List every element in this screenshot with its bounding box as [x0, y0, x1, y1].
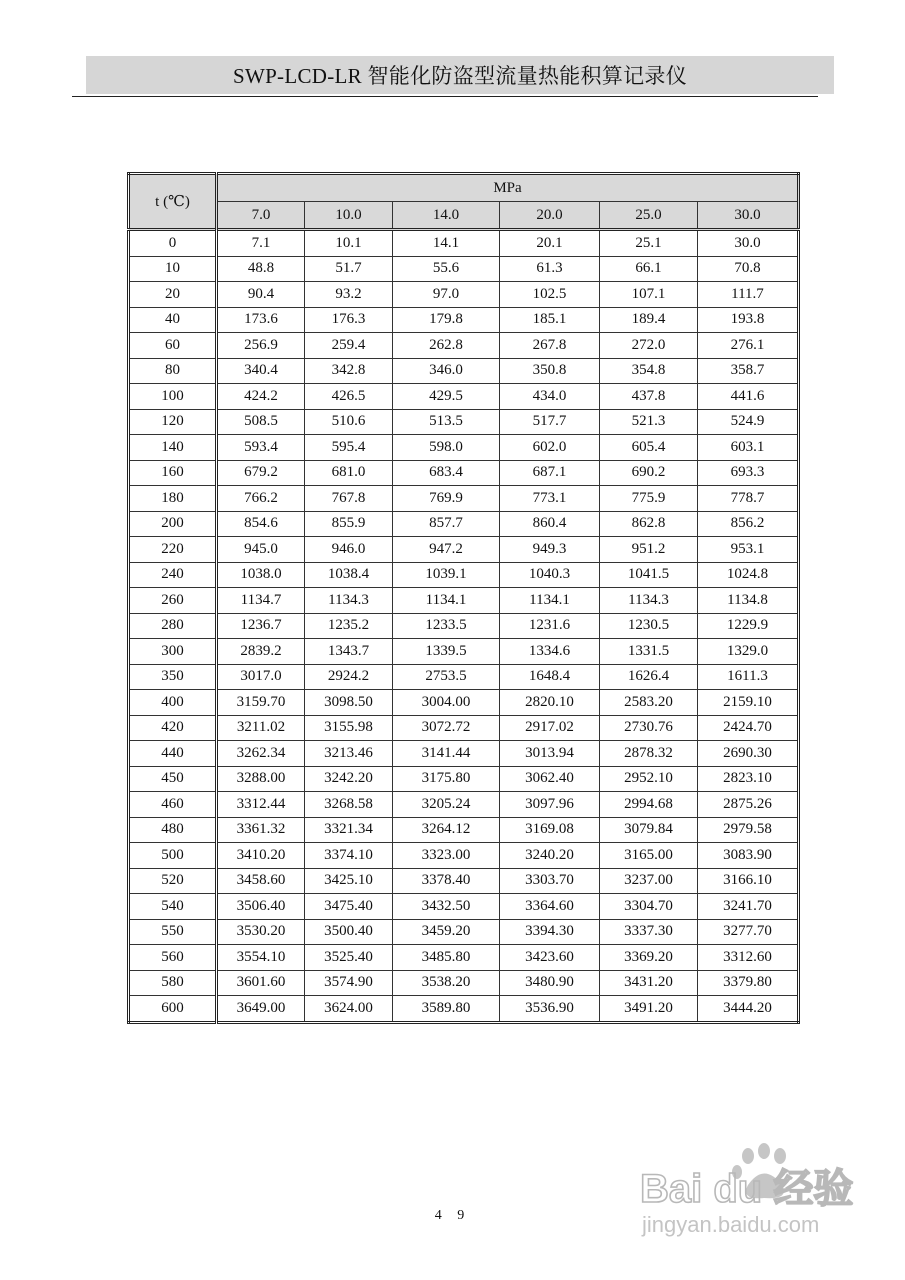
temperature-cell: 140	[129, 435, 217, 461]
temperature-cell: 560	[129, 945, 217, 971]
enthalpy-cell: 1343.7	[305, 639, 393, 665]
enthalpy-cell: 350.8	[500, 358, 600, 384]
enthalpy-cell: 3574.90	[305, 970, 393, 996]
watermark-brand: Bai du 经验	[640, 1167, 854, 1211]
temperature-cell: 220	[129, 537, 217, 563]
table-row	[129, 588, 799, 614]
temperature-cell: 540	[129, 894, 217, 920]
enthalpy-cell: 1331.5	[600, 639, 698, 665]
enthalpy-cell: 3237.00	[600, 868, 698, 894]
enthalpy-cell: 340.4	[217, 358, 305, 384]
enthalpy-cell: 25.1	[600, 230, 698, 257]
table-row	[129, 868, 799, 894]
enthalpy-cell: 189.4	[600, 307, 698, 333]
enthalpy-cell: 3369.20	[600, 945, 698, 971]
table-row	[129, 486, 799, 512]
enthalpy-cell: 346.0	[393, 358, 500, 384]
enthalpy-cell: 272.0	[600, 333, 698, 359]
enthalpy-cell: 860.4	[500, 511, 600, 537]
enthalpy-cell: 857.7	[393, 511, 500, 537]
enthalpy-cell: 2753.5	[393, 664, 500, 690]
enthalpy-cell: 61.3	[500, 256, 600, 282]
temperature-cell: 480	[129, 817, 217, 843]
table-row	[129, 664, 799, 690]
enthalpy-cell: 2159.10	[698, 690, 799, 716]
enthalpy-cell: 3303.70	[500, 868, 600, 894]
temperature-cell: 260	[129, 588, 217, 614]
enthalpy-cell: 2979.58	[698, 817, 799, 843]
enthalpy-cell: 3538.20	[393, 970, 500, 996]
enthalpy-cell: 3141.44	[393, 741, 500, 767]
table-row	[129, 537, 799, 563]
temperature-cell: 440	[129, 741, 217, 767]
enthalpy-cell: 1039.1	[393, 562, 500, 588]
enthalpy-cell: 1329.0	[698, 639, 799, 665]
temperature-cell: 280	[129, 613, 217, 639]
enthalpy-cell: 687.1	[500, 460, 600, 486]
temperature-cell: 80	[129, 358, 217, 384]
table-row	[129, 945, 799, 971]
enthalpy-cell: 953.1	[698, 537, 799, 563]
enthalpy-cell: 55.6	[393, 256, 500, 282]
pressure-unit-header: MPa	[217, 174, 799, 202]
temperature-header: t (℃)	[129, 174, 217, 230]
temperature-cell: 240	[129, 562, 217, 588]
enthalpy-cell: 3423.60	[500, 945, 600, 971]
enthalpy-cell: 949.3	[500, 537, 600, 563]
enthalpy-cell: 441.6	[698, 384, 799, 410]
enthalpy-cell: 2994.68	[600, 792, 698, 818]
enthalpy-cell: 778.7	[698, 486, 799, 512]
pressure-header: 30.0	[698, 202, 799, 230]
enthalpy-cell: 679.2	[217, 460, 305, 486]
enthalpy-cell: 3242.20	[305, 766, 393, 792]
enthalpy-cell: 97.0	[393, 282, 500, 308]
pressure-header: 25.0	[600, 202, 698, 230]
temperature-cell: 0	[129, 230, 217, 257]
enthalpy-cell: 3536.90	[500, 996, 600, 1023]
enthalpy-cell: 14.1	[393, 230, 500, 257]
enthalpy-cell: 2875.26	[698, 792, 799, 818]
enthalpy-cell: 3378.40	[393, 868, 500, 894]
enthalpy-cell: 2878.32	[600, 741, 698, 767]
enthalpy-cell: 690.2	[600, 460, 698, 486]
enthalpy-cell: 3432.50	[393, 894, 500, 920]
enthalpy-cell: 3240.20	[500, 843, 600, 869]
table-row	[129, 639, 799, 665]
enthalpy-cell: 3337.30	[600, 919, 698, 945]
enthalpy-cell: 1229.9	[698, 613, 799, 639]
enthalpy-cell: 3004.00	[393, 690, 500, 716]
enthalpy-cell: 262.8	[393, 333, 500, 359]
temperature-cell: 580	[129, 970, 217, 996]
enthalpy-cell: 176.3	[305, 307, 393, 333]
enthalpy-cell: 769.9	[393, 486, 500, 512]
enthalpy-cell: 3079.84	[600, 817, 698, 843]
temperature-cell: 420	[129, 715, 217, 741]
table-row	[129, 741, 799, 767]
enthalpy-cell: 521.3	[600, 409, 698, 435]
enthalpy-cell: 90.4	[217, 282, 305, 308]
enthalpy-cell: 3459.20	[393, 919, 500, 945]
enthalpy-cell: 3485.80	[393, 945, 500, 971]
enthalpy-cell: 3268.58	[305, 792, 393, 818]
enthalpy-cell: 1134.1	[500, 588, 600, 614]
enthalpy-cell: 3159.70	[217, 690, 305, 716]
enthalpy-cell: 3205.24	[393, 792, 500, 818]
enthalpy-cell: 517.7	[500, 409, 600, 435]
enthalpy-cell: 1334.6	[500, 639, 600, 665]
enthalpy-cell: 773.1	[500, 486, 600, 512]
enthalpy-cell: 2952.10	[600, 766, 698, 792]
temperature-cell: 400	[129, 690, 217, 716]
table-row	[129, 766, 799, 792]
watermark-url: jingyan.baidu.com	[642, 1212, 820, 1237]
enthalpy-cell: 30.0	[698, 230, 799, 257]
enthalpy-cell: 2583.20	[600, 690, 698, 716]
enthalpy-cell: 102.5	[500, 282, 600, 308]
enthalpy-cell: 1648.4	[500, 664, 600, 690]
enthalpy-cell: 3374.10	[305, 843, 393, 869]
enthalpy-cell: 20.1	[500, 230, 600, 257]
enthalpy-cell: 3264.12	[393, 817, 500, 843]
temperature-cell: 120	[129, 409, 217, 435]
enthalpy-cell: 111.7	[698, 282, 799, 308]
enthalpy-cell: 3379.80	[698, 970, 799, 996]
temperature-cell: 60	[129, 333, 217, 359]
enthalpy-cell: 766.2	[217, 486, 305, 512]
temperature-cell: 460	[129, 792, 217, 818]
enthalpy-cell: 3083.90	[698, 843, 799, 869]
enthalpy-cell: 1134.3	[305, 588, 393, 614]
enthalpy-cell: 3241.70	[698, 894, 799, 920]
enthalpy-cell: 3098.50	[305, 690, 393, 716]
table-row	[129, 562, 799, 588]
enthalpy-cell: 173.6	[217, 307, 305, 333]
document-title: SWP-LCD-LR 智能化防盗型流量热能积算记录仪	[232, 64, 688, 88]
enthalpy-cell: 947.2	[393, 537, 500, 563]
temperature-cell: 500	[129, 843, 217, 869]
enthalpy-cell: 510.6	[305, 409, 393, 435]
enthalpy-cell: 276.1	[698, 333, 799, 359]
enthalpy-cell: 524.9	[698, 409, 799, 435]
temperature-cell: 520	[129, 868, 217, 894]
temperature-cell: 180	[129, 486, 217, 512]
enthalpy-cell: 3169.08	[500, 817, 600, 843]
enthalpy-cell: 856.2	[698, 511, 799, 537]
pressure-header: 20.0	[500, 202, 600, 230]
enthalpy-cell: 48.8	[217, 256, 305, 282]
enthalpy-cell: 1233.5	[393, 613, 500, 639]
temperature-cell: 600	[129, 996, 217, 1023]
enthalpy-cell: 775.9	[600, 486, 698, 512]
enthalpy-cell: 595.4	[305, 435, 393, 461]
temperature-cell: 550	[129, 919, 217, 945]
enthalpy-cell: 256.9	[217, 333, 305, 359]
table-row	[129, 282, 799, 308]
baidu-jingyan-watermark	[640, 1140, 860, 1245]
enthalpy-cell: 434.0	[500, 384, 600, 410]
table-row	[129, 715, 799, 741]
temperature-cell: 20	[129, 282, 217, 308]
enthalpy-cell: 3062.40	[500, 766, 600, 792]
enthalpy-cell: 2690.30	[698, 741, 799, 767]
enthalpy-cell: 3262.34	[217, 741, 305, 767]
enthalpy-cell: 1230.5	[600, 613, 698, 639]
enthalpy-cell: 3364.60	[500, 894, 600, 920]
table-row	[129, 996, 799, 1023]
enthalpy-cell: 598.0	[393, 435, 500, 461]
table-row	[129, 817, 799, 843]
page-number: 4 9	[434, 1208, 471, 1223]
table-row	[129, 333, 799, 359]
temperature-cell: 450	[129, 766, 217, 792]
enthalpy-cell: 1024.8	[698, 562, 799, 588]
enthalpy-cell: 3554.10	[217, 945, 305, 971]
enthalpy-cell: 2820.10	[500, 690, 600, 716]
enthalpy-cell: 3530.20	[217, 919, 305, 945]
table-row	[129, 384, 799, 410]
temperature-cell: 200	[129, 511, 217, 537]
enthalpy-cell: 862.8	[600, 511, 698, 537]
enthalpy-cell: 3475.40	[305, 894, 393, 920]
pressure-header: 10.0	[305, 202, 393, 230]
enthalpy-cell: 3589.80	[393, 996, 500, 1023]
enthalpy-table-container	[127, 172, 800, 1024]
enthalpy-cell: 3410.20	[217, 843, 305, 869]
enthalpy-cell: 70.8	[698, 256, 799, 282]
enthalpy-cell: 66.1	[600, 256, 698, 282]
enthalpy-cell: 185.1	[500, 307, 600, 333]
enthalpy-cell: 1611.3	[698, 664, 799, 690]
enthalpy-cell: 3017.0	[217, 664, 305, 690]
enthalpy-cell: 3506.40	[217, 894, 305, 920]
enthalpy-cell: 2839.2	[217, 639, 305, 665]
enthalpy-cell: 3500.40	[305, 919, 393, 945]
table-row	[129, 256, 799, 282]
enthalpy-cell: 10.1	[305, 230, 393, 257]
table-row	[129, 613, 799, 639]
enthalpy-cell: 3321.34	[305, 817, 393, 843]
enthalpy-cell: 7.1	[217, 230, 305, 257]
temperature-cell: 100	[129, 384, 217, 410]
enthalpy-cell: 3072.72	[393, 715, 500, 741]
table-body	[129, 230, 799, 1023]
enthalpy-cell: 3097.96	[500, 792, 600, 818]
enthalpy-cell: 3155.98	[305, 715, 393, 741]
table-row	[129, 307, 799, 333]
enthalpy-cell: 1236.7	[217, 613, 305, 639]
enthalpy-cell: 3323.00	[393, 843, 500, 869]
table-row	[129, 358, 799, 384]
table-row	[129, 230, 799, 257]
enthalpy-cell: 358.7	[698, 358, 799, 384]
enthalpy-cell: 3601.60	[217, 970, 305, 996]
enthalpy-cell: 1339.5	[393, 639, 500, 665]
enthalpy-cell: 508.5	[217, 409, 305, 435]
enthalpy-cell: 1134.1	[393, 588, 500, 614]
temperature-cell: 40	[129, 307, 217, 333]
table-row	[129, 690, 799, 716]
enthalpy-cell: 1231.6	[500, 613, 600, 639]
enthalpy-cell: 2924.2	[305, 664, 393, 690]
enthalpy-cell: 3165.00	[600, 843, 698, 869]
enthalpy-cell: 2917.02	[500, 715, 600, 741]
enthalpy-cell: 259.4	[305, 333, 393, 359]
enthalpy-cell: 3649.00	[217, 996, 305, 1023]
enthalpy-cell: 1038.0	[217, 562, 305, 588]
enthalpy-cell: 3288.00	[217, 766, 305, 792]
enthalpy-cell: 424.2	[217, 384, 305, 410]
table-row	[129, 460, 799, 486]
enthalpy-cell: 1038.4	[305, 562, 393, 588]
enthalpy-cell: 51.7	[305, 256, 393, 282]
enthalpy-cell: 107.1	[600, 282, 698, 308]
enthalpy-cell: 3491.20	[600, 996, 698, 1023]
enthalpy-cell: 951.2	[600, 537, 698, 563]
enthalpy-cell: 3394.30	[500, 919, 600, 945]
enthalpy-cell: 3166.10	[698, 868, 799, 894]
enthalpy-cell: 854.6	[217, 511, 305, 537]
enthalpy-cell: 603.1	[698, 435, 799, 461]
enthalpy-cell: 1040.3	[500, 562, 600, 588]
enthalpy-cell: 3312.60	[698, 945, 799, 971]
enthalpy-cell: 429.5	[393, 384, 500, 410]
table-row	[129, 843, 799, 869]
enthalpy-cell: 354.8	[600, 358, 698, 384]
table-row	[129, 970, 799, 996]
temperature-cell: 10	[129, 256, 217, 282]
enthalpy-cell: 3431.20	[600, 970, 698, 996]
enthalpy-cell: 3480.90	[500, 970, 600, 996]
enthalpy-cell: 1134.7	[217, 588, 305, 614]
pressure-header: 14.0	[393, 202, 500, 230]
enthalpy-cell: 3525.40	[305, 945, 393, 971]
table-row	[129, 435, 799, 461]
enthalpy-cell: 2424.70	[698, 715, 799, 741]
header-rule	[72, 96, 818, 97]
enthalpy-cell: 3444.20	[698, 996, 799, 1023]
enthalpy-cell: 3013.94	[500, 741, 600, 767]
enthalpy-cell: 426.5	[305, 384, 393, 410]
enthalpy-cell: 681.0	[305, 460, 393, 486]
pressure-header: 7.0	[217, 202, 305, 230]
enthalpy-cell: 267.8	[500, 333, 600, 359]
document-header	[86, 56, 834, 94]
enthalpy-cell: 683.4	[393, 460, 500, 486]
enthalpy-cell: 3458.60	[217, 868, 305, 894]
enthalpy-cell: 1134.3	[600, 588, 698, 614]
enthalpy-cell: 179.8	[393, 307, 500, 333]
enthalpy-cell: 593.4	[217, 435, 305, 461]
enthalpy-cell: 1134.8	[698, 588, 799, 614]
enthalpy-cell: 693.3	[698, 460, 799, 486]
enthalpy-cell: 3624.00	[305, 996, 393, 1023]
temperature-cell: 160	[129, 460, 217, 486]
enthalpy-cell: 1235.2	[305, 613, 393, 639]
temperature-cell: 300	[129, 639, 217, 665]
enthalpy-cell: 342.8	[305, 358, 393, 384]
enthalpy-cell: 3277.70	[698, 919, 799, 945]
enthalpy-cell: 193.8	[698, 307, 799, 333]
enthalpy-cell: 3425.10	[305, 868, 393, 894]
enthalpy-table	[127, 172, 800, 1024]
table-row	[129, 792, 799, 818]
enthalpy-cell: 946.0	[305, 537, 393, 563]
temperature-cell: 350	[129, 664, 217, 690]
enthalpy-cell: 602.0	[500, 435, 600, 461]
enthalpy-cell: 767.8	[305, 486, 393, 512]
enthalpy-cell: 945.0	[217, 537, 305, 563]
enthalpy-cell: 1041.5	[600, 562, 698, 588]
table-row	[129, 409, 799, 435]
enthalpy-cell: 3211.02	[217, 715, 305, 741]
table-row	[129, 919, 799, 945]
pressure-header-row	[129, 202, 799, 230]
enthalpy-cell: 1626.4	[600, 664, 698, 690]
enthalpy-cell: 437.8	[600, 384, 698, 410]
table-row	[129, 511, 799, 537]
enthalpy-cell: 2730.76	[600, 715, 698, 741]
enthalpy-cell: 513.5	[393, 409, 500, 435]
enthalpy-cell: 605.4	[600, 435, 698, 461]
enthalpy-cell: 93.2	[305, 282, 393, 308]
enthalpy-cell: 855.9	[305, 511, 393, 537]
table-row	[129, 894, 799, 920]
enthalpy-cell: 2823.10	[698, 766, 799, 792]
enthalpy-cell: 3175.80	[393, 766, 500, 792]
enthalpy-cell: 3213.46	[305, 741, 393, 767]
enthalpy-cell: 3361.32	[217, 817, 305, 843]
enthalpy-cell: 3304.70	[600, 894, 698, 920]
enthalpy-cell: 3312.44	[217, 792, 305, 818]
